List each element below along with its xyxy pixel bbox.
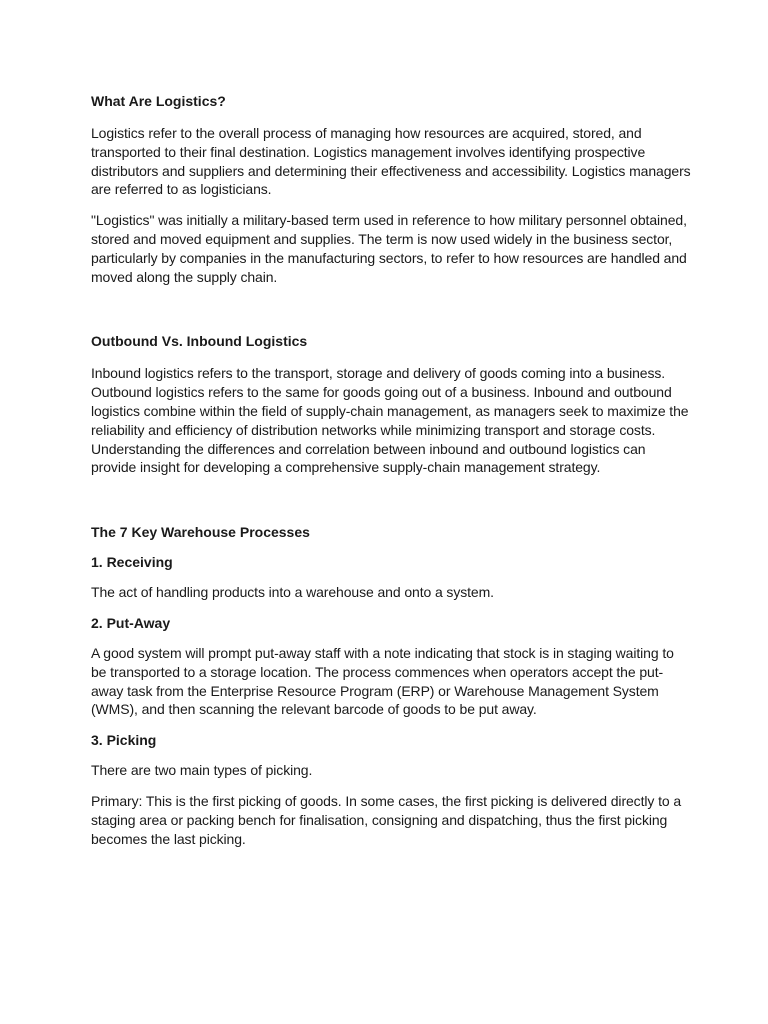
paragraph-logistics-history: "Logistics" was initially a military-based term used in reference to how military personnel obtained, stored and moved equipment and supplies. The term is now used widely in the business sector, particularly by companies in the manufacturing sectors, to refer to how resources are handled and moved along the supply chain.	[91, 212, 687, 285]
heading-outbound-vs-inbound: Outbound Vs. Inbound Logistics	[91, 333, 308, 350]
paragraph-put-away: A good system will prompt put-away staff with a note indicating that stock is in staging waiting to be transported to a storage location. The process commences when operators accept the put-away task from the Enterprise Resource Program (ERP) or Warehouse Management System (WMS), and then scanning the relevant barcode of goods to be put away.	[91, 644, 674, 718]
heading-what-are-logistics: What Are Logistics?	[91, 93, 226, 109]
paragraph-receiving: The act of handling products into a warehouse and onto a system.	[91, 584, 494, 601]
paragraph-picking-types: There are two main types of picking.	[91, 762, 313, 779]
heading-picking: 3. Picking	[91, 732, 157, 749]
paragraph-picking-primary: Primary: This is the first picking of goods. In some cases, the first picking is delivered directly to a staging area or packing bench for finalisation, consigning and dispatching, thus the first picking becomes the last picking.	[91, 792, 682, 847]
heading-put-away: 2. Put-Away	[91, 614, 171, 631]
heading-receiving: 1. Receiving	[91, 554, 173, 571]
document-page	[91, 92, 691, 848]
paragraph-logistics-definition: Logistics refer to the overall process of managing how resources are acquired, stored, and transported to their final destination. Logistics management involves identifying prospective distributors and suppliers and determining their effectiveness and accessibility. Logistics managers are referred to as logisticians.	[91, 125, 691, 198]
heading-warehouse-processes: The 7 Key Warehouse Processes	[91, 524, 310, 541]
paragraph-inbound-outbound: Inbound logistics refers to the transport, storage and delivery of goods coming into a business. Outbound logistics refers to the same for goods going out of a business. Inbound and outbound logistics combine within the field of supply-chain management, as managers seek to maximize the reliability and efficiency of distribution networks while minimizing transport and storage costs. Understanding the differences and correlation between inbound and outbound logistics can provide insight for developing a comprehensive supply-chain management strategy.	[91, 365, 689, 476]
